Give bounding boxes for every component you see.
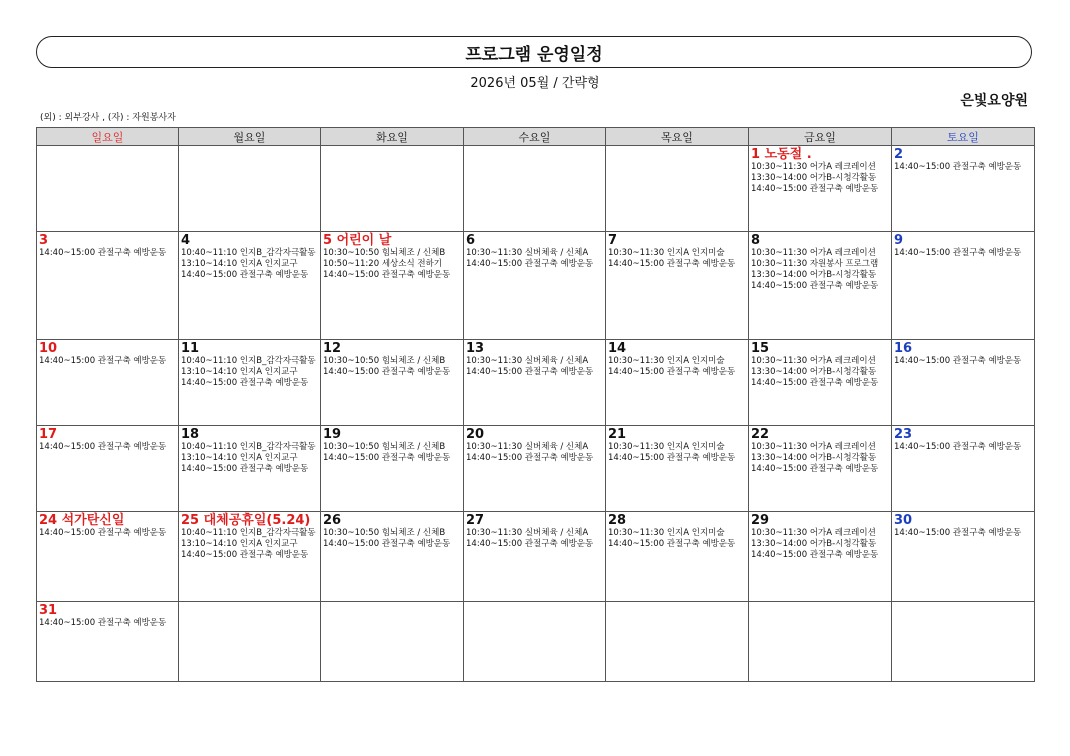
calendar-day-cell (321, 512, 464, 602)
day-events: 14:40~15:00 관절구축 예방운동 (39, 442, 167, 452)
calendar-day-cell (464, 602, 606, 682)
calendar-day-cell (606, 232, 749, 340)
day-events: 10:30~11:30 실버체육 / 신체A 14:40~15:00 관절구축 예방운동 (466, 442, 594, 463)
calendar-day-cell (606, 512, 749, 602)
calendar-day-cell (892, 426, 1035, 512)
day-number: 26 (323, 513, 342, 528)
day-number: 15 (751, 341, 770, 356)
day-number: 14 (608, 341, 627, 356)
day-events: 10:30~11:30 실버체육 / 신체A 14:40~15:00 관절구축 예방운동 (466, 528, 594, 549)
weekday-header-row (37, 128, 1035, 146)
day-number: 7 (608, 233, 618, 248)
weekday-saturday: 토요일 (892, 128, 1035, 146)
day-number: 21 (608, 427, 627, 442)
calendar-day-cell (321, 232, 464, 340)
day-number: 9 (894, 233, 904, 248)
day-number: 31 (39, 603, 58, 618)
day-events: 10:30~11:30 어가A 레크레이션 10:30~11:30 자원봉사 프로그램 13:30~14:00 어가B-시청각활동 14:40~15:00 관절구축 예방운동 (751, 248, 879, 291)
day-events: 10:30~11:30 어가A 레크레이션 13:30~14:00 어가B-시청각활동 14:40~15:00 관절구축 예방운동 (751, 356, 879, 388)
calendar-day-cell (464, 512, 606, 602)
day-events: 14:40~15:00 관절구축 예방운동 (39, 618, 167, 628)
calendar-day-cell (464, 426, 606, 512)
day-number: 6 (466, 233, 476, 248)
calendar-day-cell (321, 602, 464, 682)
day-number: 16 (894, 341, 913, 356)
day-number: 19 (323, 427, 342, 442)
calendar-day-cell (749, 340, 892, 426)
day-events: 10:30~11:30 실버체육 / 신체A 14:40~15:00 관절구축 예방운동 (466, 356, 594, 377)
day-number: 22 (751, 427, 770, 442)
calendar-day-cell (749, 232, 892, 340)
calendar-day-cell (892, 512, 1035, 602)
calendar-day-cell (892, 340, 1035, 426)
page-subtitle: 2026년 05월 / 간략형 (470, 76, 600, 91)
day-events: 14:40~15:00 관절구축 예방운동 (894, 248, 1022, 258)
day-number: 28 (608, 513, 627, 528)
calendar-week-row (37, 602, 1035, 682)
calendar-day-cell (37, 340, 179, 426)
day-number: 10 (39, 341, 58, 356)
calendar-week-row (37, 426, 1035, 512)
weekday-thursday: 목요일 (606, 128, 749, 146)
day-events: 14:40~15:00 관절구축 예방운동 (39, 248, 167, 258)
calendar-day-cell (179, 512, 321, 602)
calendar-day-cell (606, 602, 749, 682)
day-events: 14:40~15:00 관절구축 예방운동 (894, 442, 1022, 452)
day-events: 10:40~11:10 인지B_감각자극활동 13:10~14:10 인지A 인지교구 14:40~15:00 관절구축 예방운동 (181, 528, 316, 560)
calendar-day-cell (606, 340, 749, 426)
day-events: 10:30~11:30 인지A 인지미술 14:40~15:00 관절구축 예방운동 (608, 528, 736, 549)
day-events: 10:30~11:30 인지A 인지미술 14:40~15:00 관절구축 예방운동 (608, 442, 736, 463)
calendar-day-cell (179, 146, 321, 232)
day-events: 10:30~11:30 어가A 레크레이션 13:30~14:00 어가B-시청각활동 14:40~15:00 관절구축 예방운동 (751, 442, 879, 474)
day-number: 18 (181, 427, 200, 442)
day-events: 14:40~15:00 관절구축 예방운동 (39, 356, 167, 366)
day-events: 14:40~15:00 관절구축 예방운동 (894, 356, 1022, 366)
day-number: 20 (466, 427, 485, 442)
day-events: 14:40~15:00 관절구축 예방운동 (894, 162, 1022, 172)
day-number: 30 (894, 513, 913, 528)
legend-note: (외) : 외부강사 , (자) : 자원봉사자 (40, 113, 176, 123)
day-number: 25 대체공휴일(5.24) (181, 513, 311, 528)
calendar-week-row (37, 340, 1035, 426)
day-number: 8 (751, 233, 761, 248)
calendar-week-row (37, 232, 1035, 340)
calendar-day-cell (749, 602, 892, 682)
calendar-day-cell (179, 426, 321, 512)
day-events: 10:30~11:30 어가A 레크레이션 13:30~14:00 어가B-시청각활동 14:40~15:00 관절구축 예방운동 (751, 528, 879, 560)
page-title: 프로그램 운영일정 (36, 36, 1032, 68)
day-events: 10:30~11:30 실버체육 / 신체A 14:40~15:00 관절구축 예방운동 (466, 248, 594, 269)
day-events: 14:40~15:00 관절구축 예방운동 (894, 528, 1022, 538)
day-events: 10:40~11:10 인지B_감각자극활동 13:10~14:10 인지A 인지교구 14:40~15:00 관절구축 예방운동 (181, 442, 316, 474)
calendar-day-cell (37, 602, 179, 682)
day-number: 17 (39, 427, 58, 442)
day-events: 10:30~10:50 힘뇌체조 / 신체B 14:40~15:00 관절구축 예방운동 (323, 528, 451, 549)
day-events: 10:40~11:10 인지B_감각자극활동 13:10~14:10 인지A 인지교구 14:40~15:00 관절구축 예방운동 (181, 248, 316, 280)
day-number: 24 석가탄신일 (39, 513, 125, 528)
weekday-friday: 금요일 (749, 128, 892, 146)
calendar-day-cell (464, 146, 606, 232)
day-events: 10:30~10:50 힘뇌체조 / 신체B 10:50~11:20 세상소식 전하기 14:40~15:00 관절구축 예방운동 (323, 248, 451, 280)
calendar-day-cell (179, 340, 321, 426)
day-events: 10:30~10:50 힘뇌체조 / 신체B 14:40~15:00 관절구축 예방운동 (323, 442, 451, 463)
calendar-day-cell (37, 232, 179, 340)
calendar-day-cell (892, 232, 1035, 340)
calendar-day-cell (892, 602, 1035, 682)
weekday-tuesday: 화요일 (321, 128, 464, 146)
calendar-table (36, 127, 1035, 682)
day-events: 10:30~11:30 어가A 레크레이션 13:30~14:00 어가B-시청각활동 14:40~15:00 관절구축 예방운동 (751, 162, 879, 194)
day-events: 10:40~11:10 인지B_감각자극활동 13:10~14:10 인지A 인지교구 14:40~15:00 관절구축 예방운동 (181, 356, 316, 388)
day-number: 4 (181, 233, 191, 248)
day-number: 11 (181, 341, 200, 356)
calendar-week-row (37, 146, 1035, 232)
day-number: 1 노동절 . (751, 147, 812, 162)
calendar-day-cell (606, 146, 749, 232)
day-number: 23 (894, 427, 913, 442)
weekday-sunday: 일요일 (37, 128, 179, 146)
calendar-day-cell (179, 602, 321, 682)
day-number: 3 (39, 233, 49, 248)
calendar-day-cell (321, 426, 464, 512)
calendar-day-cell (749, 146, 892, 232)
calendar-day-cell (37, 512, 179, 602)
calendar-day-cell (464, 340, 606, 426)
calendar-day-cell (321, 340, 464, 426)
calendar-day-cell (37, 146, 179, 232)
day-number: 5 어린이 날 (323, 233, 392, 248)
calendar-week-row (37, 512, 1035, 602)
day-number: 27 (466, 513, 485, 528)
weekday-monday: 월요일 (179, 128, 321, 146)
calendar-day-cell (749, 426, 892, 512)
calendar-day-cell (749, 512, 892, 602)
day-events: 14:40~15:00 관절구축 예방운동 (39, 528, 167, 538)
day-number: 29 (751, 513, 770, 528)
day-events: 10:30~10:50 힘뇌체조 / 신체B 14:40~15:00 관절구축 예방운동 (323, 356, 451, 377)
weekday-wednesday: 수요일 (464, 128, 606, 146)
organization-name: 은빛요양원 (960, 93, 1028, 109)
calendar-day-cell (179, 232, 321, 340)
day-number: 2 (894, 147, 904, 162)
day-number: 13 (466, 341, 485, 356)
calendar-day-cell (464, 232, 606, 340)
calendar-day-cell (321, 146, 464, 232)
calendar-day-cell (892, 146, 1035, 232)
day-number: 12 (323, 341, 342, 356)
day-events: 10:30~11:30 인지A 인지미술 14:40~15:00 관절구축 예방운동 (608, 248, 736, 269)
calendar-day-cell (37, 426, 179, 512)
calendar-day-cell (606, 426, 749, 512)
day-events: 10:30~11:30 인지A 인지미술 14:40~15:00 관절구축 예방운동 (608, 356, 736, 377)
